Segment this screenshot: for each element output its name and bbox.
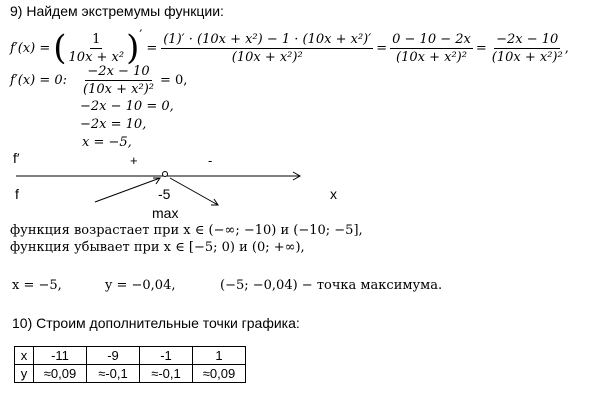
step2-fraction bbox=[390, 32, 473, 65]
y-value: ≈-0,1 bbox=[87, 365, 140, 383]
step3-fraction bbox=[490, 32, 565, 65]
y-value: ≈0,09 bbox=[193, 365, 246, 383]
zero-equation bbox=[10, 60, 187, 100]
point-label: -5 bbox=[158, 186, 171, 202]
zero-rhs: = 0, bbox=[159, 72, 188, 88]
equals-1: = bbox=[146, 40, 158, 56]
prime-mark: ′ bbox=[139, 28, 143, 43]
table-row bbox=[15, 365, 246, 383]
row-y-label: y bbox=[15, 365, 34, 383]
x-value: -9 bbox=[87, 347, 140, 365]
task9-heading: 9) Найдем экстремумы функции: bbox=[10, 3, 224, 19]
max-label: max bbox=[152, 205, 179, 221]
step2-denominator: (10x + x²)² bbox=[396, 49, 467, 65]
f-label: f bbox=[15, 186, 19, 202]
fprime-label: f′ bbox=[13, 150, 20, 166]
decreasing-text: функция убывает при x ∈ [−5; 0) и (0; +∞), bbox=[10, 240, 305, 255]
equals-3: = bbox=[475, 40, 487, 56]
x-value: -1 bbox=[140, 347, 193, 365]
y-value: ≈-0,1 bbox=[140, 365, 193, 383]
increasing-arrow bbox=[95, 178, 160, 202]
step-2: −2x = 10, bbox=[80, 117, 147, 132]
derivative-lhs: f′(x) = bbox=[10, 40, 51, 56]
step1-denominator: (10x + x²)² bbox=[231, 49, 303, 65]
critical-point bbox=[163, 172, 168, 177]
increasing-text: функция возрастает при x ∈ (−∞; −10) и (−10; −5], bbox=[10, 223, 363, 238]
zero-numerator: −2x − 10 bbox=[87, 63, 150, 79]
values-table bbox=[14, 346, 246, 383]
task10-heading: 10) Строим дополнительные точки графика: bbox=[12, 315, 300, 331]
axis-x-label: x bbox=[330, 186, 337, 202]
y-value: ≈0,09 bbox=[34, 365, 87, 383]
paren-denominator: 10x + x² bbox=[68, 49, 125, 65]
step2-numerator: 0 − 10 − 2x bbox=[392, 31, 471, 47]
step3-numerator: −2x − 10 bbox=[496, 31, 559, 47]
equals-2: = bbox=[376, 40, 388, 56]
plus-sign: + bbox=[130, 153, 138, 168]
step-1: −2x − 10 = 0, bbox=[80, 99, 174, 114]
paren-numerator: 1 bbox=[92, 31, 101, 47]
result-y: y = −0,04, bbox=[105, 278, 176, 293]
decreasing-arrow bbox=[170, 178, 218, 205]
result-x: x = −5, bbox=[12, 278, 62, 293]
minus-sign: - bbox=[208, 153, 213, 168]
step3-denominator: (10x + x²)² bbox=[491, 49, 563, 65]
zero-lhs: f′(x) = 0: bbox=[10, 72, 68, 88]
x-value: -11 bbox=[34, 347, 87, 365]
row-x-label: x bbox=[15, 347, 34, 365]
result-point: (−5; −0,04) − точка максимума. bbox=[220, 278, 443, 293]
step1-numerator: (1)′ · (10x + x²) − 1 · (10x + x²)′ bbox=[163, 31, 372, 47]
table-row bbox=[15, 347, 246, 365]
zero-denominator: (10x + x²)² bbox=[83, 81, 154, 97]
right-paren: ) bbox=[126, 28, 140, 68]
zero-fraction bbox=[81, 64, 156, 97]
step-3: x = −5, bbox=[82, 135, 132, 150]
x-value: 1 bbox=[193, 347, 246, 365]
derivative-tail: , bbox=[564, 40, 569, 56]
step1-fraction bbox=[161, 32, 373, 65]
left-paren: ( bbox=[53, 28, 67, 68]
